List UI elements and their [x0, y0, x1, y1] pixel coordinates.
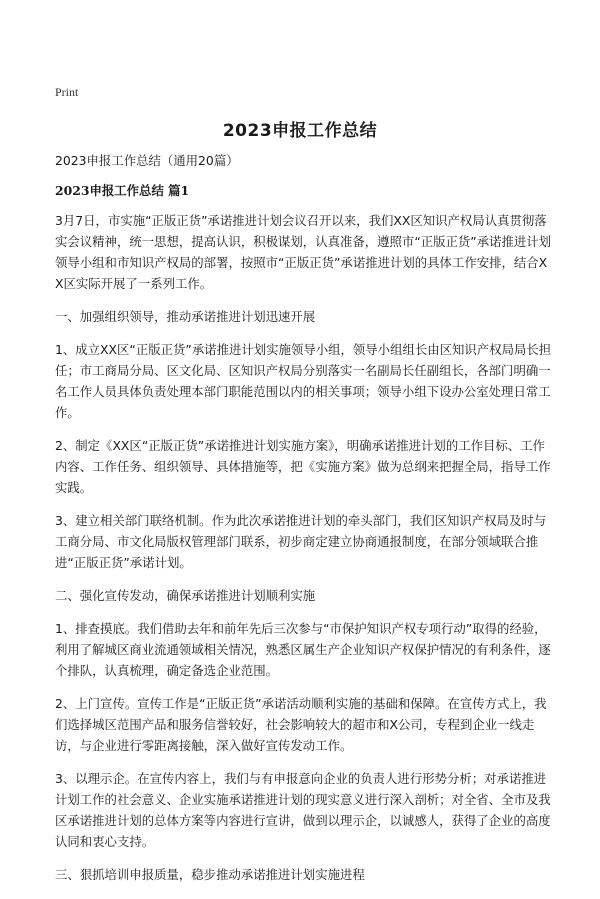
page-title: 2023申报工作总结 [222, 121, 378, 141]
print-link[interactable]: Print [55, 85, 79, 99]
paragraph-2-3: 3、以理示企。在宣传内容上，我们与有申报意向企业的负责人进行形势分析；对承诺推进计划工作的社会意义、企业实施承诺推进计划的现实意义进行深入剖析；对全省、全市及我区承诺推进计划的总体方案等内容进行宣讲，做到以理示企，以诚感人，获得了企业的高度认同和衷心支持。 [55, 771, 551, 849]
document-body [55, 150, 553, 897]
paragraph-1-3: 3、建立相关部门联络机制。作为此次承诺推进计划的牵头部门，我们区知识产权局及时与工商分局、市文化局版权管理部门联系，初步商定建立协商通报制度，在部分领域联合推进“正版正货”承诺计划。 [55, 513, 547, 570]
paragraph-1-2: 2、制定《XX区“正版正货”承诺推进计划实施方案》，明确承诺推进计划的工作目标、工作内容、工作任务、组织领导、具体措施等，把《实施方案》做为总纲来把握全局，指导工作实践。 [55, 438, 551, 495]
heading-3: 三、狠抓培训申报质量，稳步推动承诺推进计划实施进程 [55, 867, 365, 882]
paragraph-1-1: 1、成立XX区“正版正货”承诺推进计划实施领导小组，领导小组组长由区知识产权局局长担任；市工商局分局、区文化局、区知识产权局分别落实一名副局长任副组长，各部门明确一名工作人员具体负责处理本部门职能范围以内的相关事项；领导小组下设办公室处理日常工作。 [55, 342, 552, 420]
paragraph-2-1: 1、排查摸底。我们借助去年和前年先后三次参与“市保护知识产权专项行动”取得的经验，利用了解城区商业流通领域相关情况，熟悉区属生产企业知识产权保护情况的有利条件，逐个排队，认真梳理，确定备选企业范围。 [55, 621, 551, 678]
intro-paragraph: 3月7日，市实施“正版正货”承诺推进计划会议召开以来，我们XX区知识产权局认真贯彻落实会议精神，统一思想，提高认识，积极谋划，认真准备，遵照市“正版正货”承诺推进计划领导小组和市知识产权局的部署，按照市“正版正货”承诺推进计划的具体工作安排，结合XX区实际开展了一系列工作。 [55, 213, 552, 291]
section-title: 2023申报工作总结 篇1 [55, 183, 190, 198]
heading-1: 一、加强组织领导，推动承诺推进计划迅速开展 [55, 309, 316, 324]
document-subtitle: 2023申报工作总结（通用20篇） [55, 153, 239, 168]
heading-2: 二、强化宣传发动，确保承诺推进计划顺利实施 [55, 588, 316, 603]
paragraph-2-2: 2、上门宣传。宣传工作是“正版正货”承诺活动顺利实施的基础和保障。在宣传方式上，我们选择城区范围产品和服务信誉较好，社会影响较大的超市和X公司，专程到企业一线走访，与企业进行零距离接触，深入做好宣传发动工作。 [55, 696, 547, 753]
